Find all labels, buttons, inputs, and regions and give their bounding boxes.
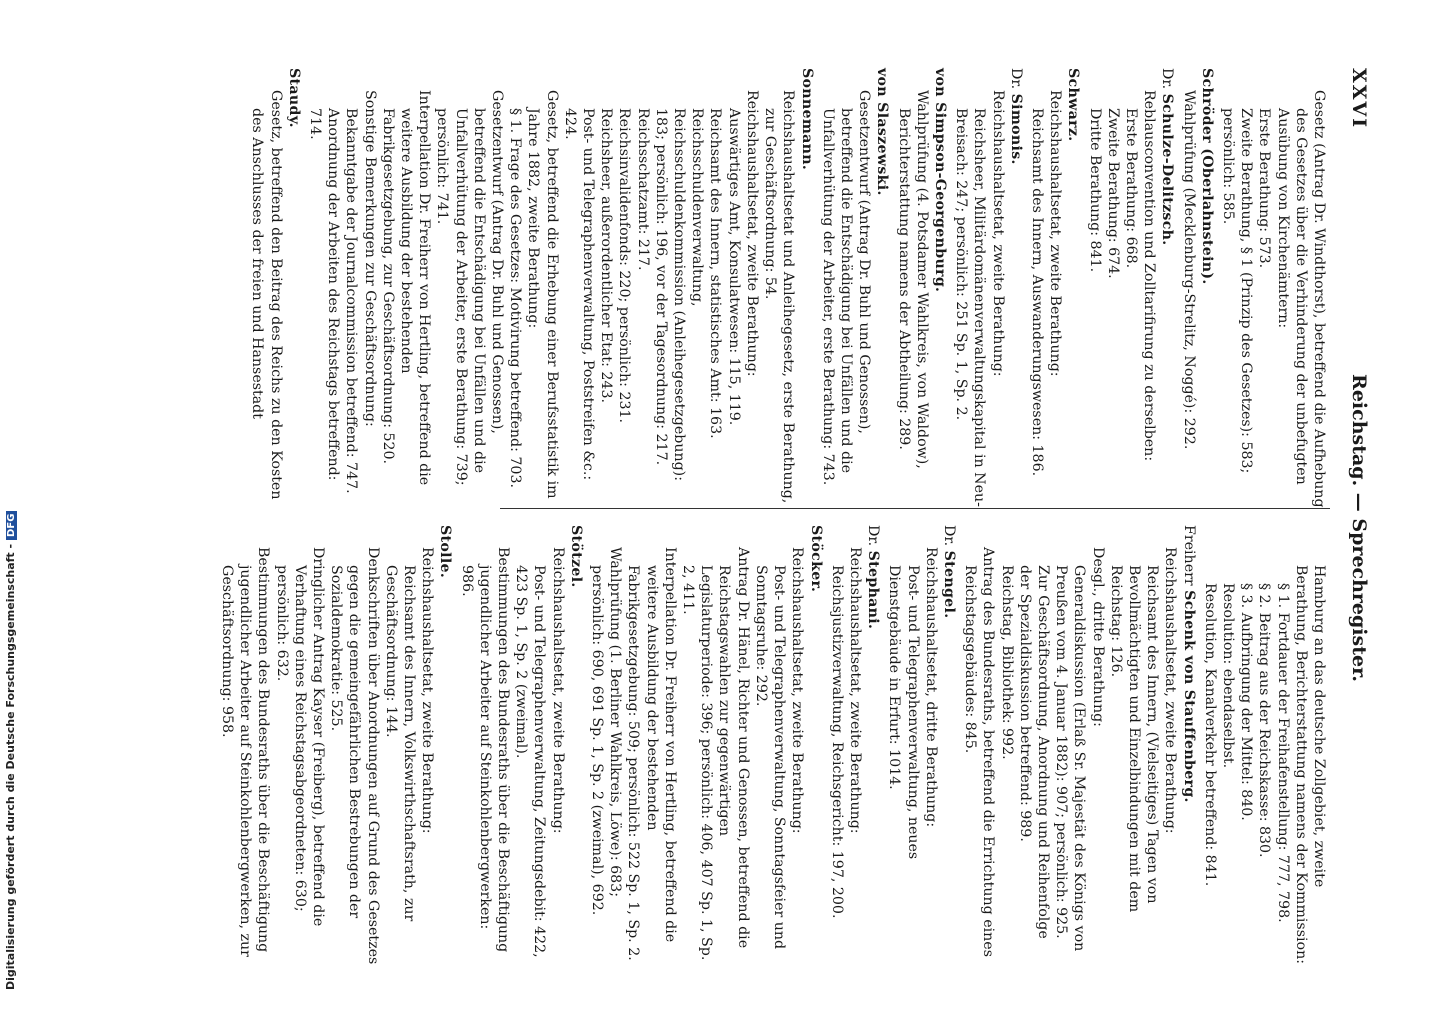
speaker-name: Stöcker. [807,525,824,593]
entry-reference: § 3. Aufbringung der Mittel: 840. [1238,583,1255,821]
register-entry [1028,68,1083,508]
register-entry [218,525,455,965]
speaker-heading [864,525,882,965]
speaker-prefix: Dr. [1007,68,1024,94]
speaker-heading [1179,525,1197,965]
entry-reference: Reichsamt des Innern, statistisches Amt: 163. [707,108,724,439]
entry-reference: Gesetz, betreffend die Erhebung einer Berufsstatistik im Jahre 1882, zweite Berathung: [525,90,560,499]
entry-reference: Reichshaushaltsetat, zweite Berathung: [846,547,863,834]
register-entry [588,525,825,965]
register-entry [961,525,1198,965]
entry-reference: Wahlprüfung (4. Potsdamer Wahlkreis, von Waldow), Berichterstattung namens der Abtheilung: 289. [895,90,930,469]
speaker-heading [931,68,949,508]
speaker-heading [436,525,454,965]
entry-reference: Gesetz, betreffend den Beitrag des Reichs zu den Kosten des Anschlusses der freien und Hansestadt [249,90,284,500]
speaker-name: Stötzel. [567,525,584,588]
entry-reference: Reichsheer, außerordentlicher Etat: 243. [598,108,615,403]
entry-reference: Reichsschatzamt: 217. [634,108,651,271]
entry-reference: Reichsamt des Innern, Auswanderungswesen: 186. [1028,108,1045,477]
speaker-heading [797,68,815,508]
speaker-name: Stolle. [437,525,454,579]
speaker-heading [873,68,891,508]
entry-reference: Reichsinvalidenfonds: 220; persönlich: 231. [616,108,633,424]
entry-reference: Post- und Telegraphenverwaltung, Sonntagsfeier und Sonntagsruhe: 292. [752,565,788,950]
entry-reference: Reichsamt des Innern, (Vielseitiges) Tagen von Bevollmächtigten und Einzelbindungen mit dem Reichstag: 126. [1107,565,1161,913]
entry-reference: Reichsamt des Innern, Volkswirthschaftsrath, zur Geschäftsordnung: 144. [382,565,418,922]
entry-reference: § 1. Fortdauer der Freihafenstellung: 777, 798. [1274,583,1291,923]
register-entry [1201,525,1328,965]
entry-reference: Reichshaushaltsetat, zweite Berathung: [419,547,436,834]
entry-reference: Antrag des Bundesraths, betreffend die Errichtung eines Reichstagsgebäudes: 845. [962,547,997,957]
entry-reference: Gesetzentwurf (Antrag Dr. Buhl und Genossen), betreffend die Entschädigung bei Unfällen und die Unfallverhütung der Arbeiter, erste Berathung: 739; persönlich: 741. [434,90,506,486]
register-entry [1219,68,1328,508]
speaker-name: Schulze-Delitzsch. [1159,93,1176,246]
register-entry [894,68,949,508]
entry-reference: Erste Berathung: 573. [1256,108,1273,269]
left-column [249,68,1328,508]
entry-reference: Antrag Dr. Hänel, Richter und Genossen, betreffend die Reichstagswahlen zur gegenwärtigen Legislaturperiode: 396; persönlich: 406, 407 Sp. 1, Sp. 2, 411. [680,547,751,961]
entry-reference: Reichstag, Bibliothek: 992. [998,565,1015,760]
speaker-heading [1158,68,1176,508]
entry-reference: Bestimmungen des Bundesraths über die Beschäftigung jugendlicher Arbeiter auf Steinkohlenbergwerken: 986. [458,547,512,953]
entry-reference: Reichsjustizverwaltung, Reichsgericht: 197, 200. [828,565,845,919]
entry-reference: Reichshaushaltsetat, zweite Berathung: [989,90,1006,377]
speaker-heading [285,68,303,508]
page-title: Reichstag. — Sprechregister. [1348,374,1370,682]
page-header [1340,68,1370,988]
entry-reference: Interpellation Dr. Freiherr von Hertling, betreffend die weitere Ausbildung der bestehenden Fabrikgesetzgebung: 509; persönlich: 522 Sp. 1, Sp. 2. [625,547,678,961]
entry-reference: Post- und Telegraphenverwaltung, Poststreifen &c.: 424. [561,108,597,481]
entry-reference: Bekanntgabe der Journalcommission betreffend: 747. [343,108,360,494]
entry-reference: Reichshaushaltsetat, zweite Berathung: [1047,90,1064,377]
entry-reference: Post- und Telegraphenverwaltung, Zeitungsdebit: 422, 423 Sp. 1, Sp. 2 (zweimal). [513,565,548,958]
register-entry [1085,68,1176,508]
entry-reference: Reichshaushaltsetat, zweite Berathung: [743,90,760,377]
speaker-name: Stengel. [940,550,957,619]
entry-reference: Reichshaushaltsetat, dritte Berathung: [922,547,939,828]
speaker-name: von Slaszewski. [874,68,891,196]
speaker-name: Simonis. [1007,93,1024,165]
entry-reference: § 2. Beitrag aus der Reichskasse: 830. [1256,583,1273,858]
register-page [20,50,1380,1010]
entry-reference: Erste Berathung: 668. [1122,108,1139,269]
speaker-heading [1198,68,1216,508]
speaker-name: Sonnemann. [798,68,815,171]
entry-reference: Reichshaushaltsetat, zweite Berathung: [789,547,806,834]
funding-credit-text: Digitalisierung gefördert durch die Deutsche Forschungsgemeinschaft - [4,543,17,990]
entry-reference: Sonstige Bemerkungen zur Geschäftsordnung: [361,90,378,427]
speaker-prefix: Freiherr [1180,525,1197,591]
entry-reference: Reichshaushaltsetat und Anleihegesetz, erste Berathung, zur Geschäftsordnung: 54. [762,90,797,504]
entry-reference: Gesetzentwurf (Antrag Dr. Buhl und Genossen), betreffend die Entschädigung bei Unfällen und die Unfallverhütung der Arbeiter, erste Berathung: 743. [819,90,873,486]
speaker-name: Schenk von Stauffenberg. [1180,590,1197,803]
entry-reference: Reichsschuldenverwaltung, Reichsschuldenkommission (Anleihegesetzgebung): 183; persönlich: 196, vor der Tagesordnung: 217. [652,108,706,481]
dfg-logo: DFG [6,511,17,540]
entry-reference: Zweite Berathung: 674. [1104,108,1121,279]
speaker-heading [940,525,958,965]
funding-credit [4,511,17,990]
speaker-name: Schwarz. [1065,68,1082,142]
entry-reference: Auswärtiges Amt, Konsulatwesen: 115, 119. [725,108,742,426]
entry-reference: Desgl., dritte Berathung: [1089,547,1106,727]
entry-reference: Reichsheer, Militärdomänenverwaltungskapital in Neu-Breisach: 247; persönlich: 251 Sp. 1, Sp. 2. [953,108,988,507]
entry-reference: Hamburg an das deutsche Zollgebiet, zweite Berathung, Berichterstattung namens der Kommission: [1292,565,1327,964]
page-number: XXVI [1348,68,1370,130]
speaker-prefix: Dr. [940,525,957,551]
register-entry [1179,68,1215,508]
entry-reference: Wahlprüfung (1. Berliner Wahlkreis, Löwe): 683; persönlich: 690, 691 Sp. 1, Sp. 2 (zweimal), 692. [589,547,624,916]
column-divider [500,508,1330,509]
speaker-heading [1007,68,1025,508]
entry-reference: Dringlicher Antrag Kayser (Freiberg), betreffend die Verhaftung eines Reichstagsabgeordneten: 630; persönlich: 632. [273,547,327,927]
speaker-prefix: Dr. [1159,68,1176,94]
entry-reference: Dritte Berathung: 841. [1086,108,1103,273]
entry-reference: Anordnung der Arbeiten des Reichstags betreffend: 714. [307,108,342,481]
funding-sidebar [0,0,22,1000]
right-column [219,525,1328,965]
entry-reference: Resolution, Kanalverkehr betreffend: 841. [1201,583,1218,887]
register-entry [306,68,816,508]
speaker-name: Schröder (Oberlahnstein). [1198,68,1215,285]
entry-reference: Zur Geschäftsordnung, Anordnung und Reihenfolge der Spezialdiskussion betreffend: 989. [1016,565,1051,939]
speaker-name: Stephani. [865,550,882,630]
entry-reference: Gesetz (Antrag Dr. Windthorst), betreffend die Aufhebung des Gesetzes über die Verhinderung der unbefugten Ausübung von Kirchenämtern: [1274,90,1327,508]
speaker-name: Staudy. [285,68,302,128]
speaker-heading [806,525,824,965]
entry-reference: Post- und Telegraphenverwaltung, neues Dienstgebäude in Erfurt: 1014. [886,565,921,860]
register-entry [828,525,883,965]
entry-reference: Bestimmungen des Bundesraths über die Beschäftigung jugendlicher Arbeiter auf Steinkohlenbergwerken, zur Geschäftsordnung: 958. [219,547,272,957]
entry-reference: Reblausconvention und Zolltarifirung zu derselben: [1141,90,1158,462]
speaker-heading [1064,68,1082,508]
entry-reference: Zweite Berathung, § 1 (Prinzip des Gesetzes): 583; persönlich: 585. [1219,108,1255,474]
register-entry [952,68,1025,508]
register-entry [248,68,303,508]
entry-reference: Generaldiskussion (Erlaß Sr. Majestät des Königs von Preußen vom 4. Januar 1882): 907; persönlich: 925. [1053,565,1088,952]
entry-reference: Interpellation Dr. Freiherr von Hertling, betreffend die weitere Ausbildung der bestehenden Fabrikgesetzgebung, zur Geschäftsordnung: 520. [379,90,433,486]
entry-reference: Denkschriften über Anordnungen auf Grund des Gesetzes gegen die gemeingefährlichen Bestrebungen der Sozialdemokratie: 525. [328,547,381,965]
speaker-name: von Simpson-Georgenburg. [931,68,948,293]
speaker-heading [567,525,585,965]
entry-reference: Reichshaushaltsetat, zweite Berathung: [549,547,566,834]
register-entry [819,68,892,508]
register-entry [885,525,958,965]
entry-reference: Reichshaushaltsetat, zweite Berathung: [1162,547,1179,834]
register-entry [457,525,584,965]
speaker-prefix: Dr. [865,525,882,551]
entry-reference: Resolution: ebendaselbst. [1219,583,1236,769]
entry-reference: Wahlprüfung (Mecklenburg-Strelitz, Noggé): 292. [1180,90,1197,450]
entry-reference: § 1. Frage des Gesetzes: Motivirung betreffend: 703. [507,108,524,488]
